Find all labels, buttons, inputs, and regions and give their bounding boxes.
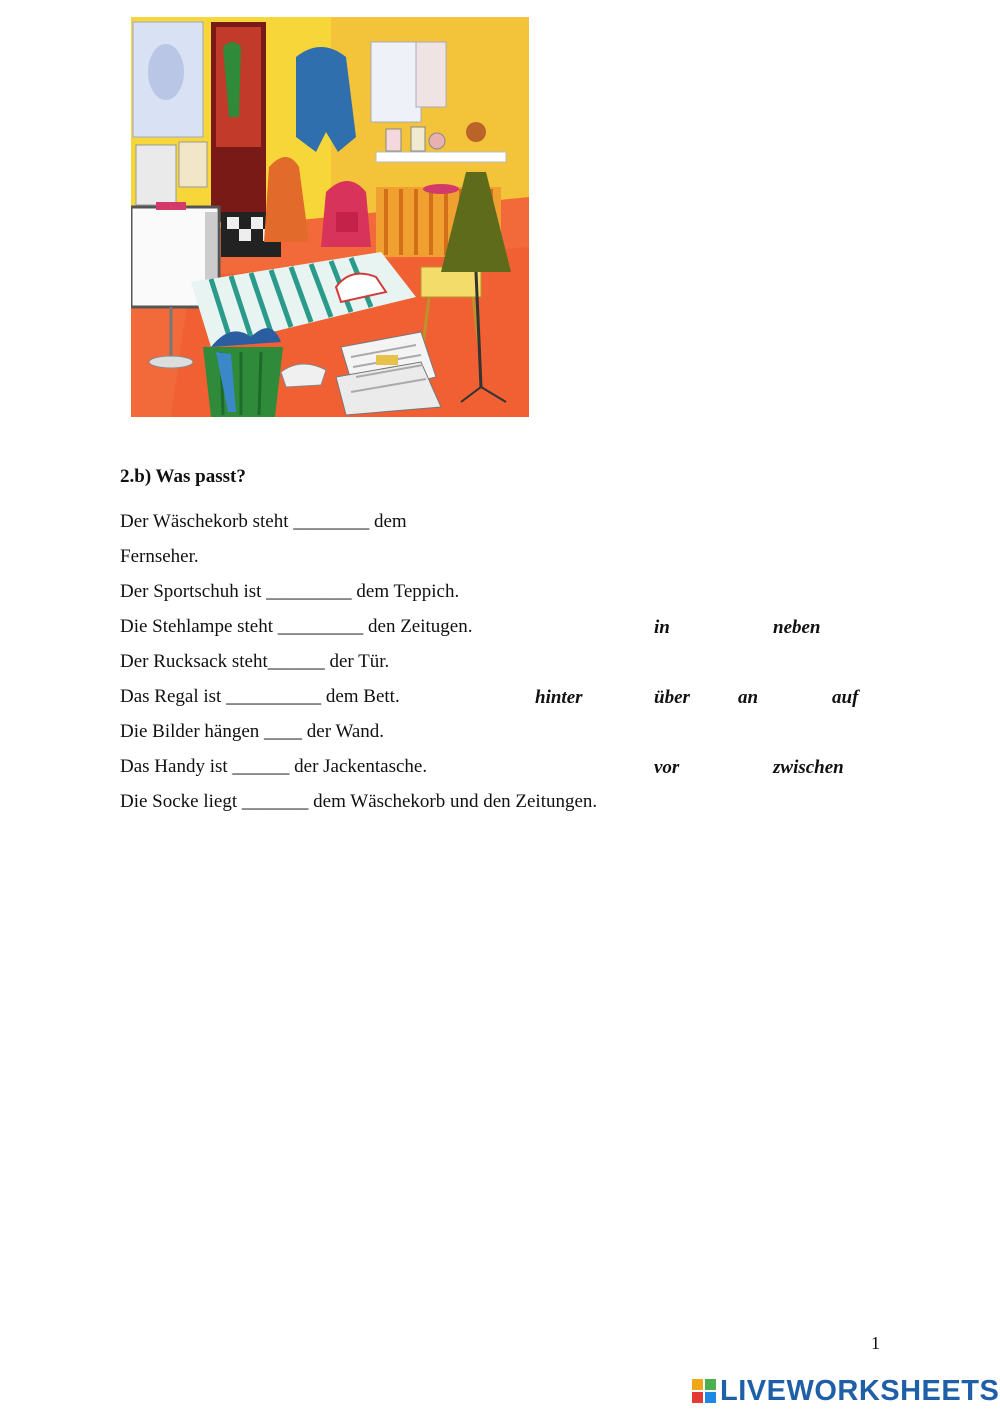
sentence-1: Der Wäschekorb steht ________ dem	[120, 511, 407, 532]
sentence-3: Die Stehlampe steht _________ den Zeitugen.	[120, 616, 473, 637]
sentence-4: Der Rucksack steht______ der Tür.	[120, 651, 390, 672]
word-bank-neben: neben	[773, 617, 821, 638]
sentence-8: Die Socke liegt _______ dem Wäschekorb und den Zeitungen.	[120, 791, 598, 812]
word-bank-ueber: über	[654, 687, 690, 708]
liveworksheets-logo[interactable]	[692, 1374, 999, 1408]
word-bank-in: in	[654, 617, 670, 638]
sentence-5: Das Regal ist __________ dem Bett.	[120, 686, 400, 707]
word-bank-hinter: hinter	[535, 687, 583, 708]
sentence-6: Die Bilder hängen ____ der Wand.	[120, 721, 385, 742]
sentence-7: Das Handy ist ______ der Jackentasche.	[120, 756, 428, 777]
word-bank-an: an	[738, 687, 759, 708]
page-number: 1	[871, 1333, 880, 1353]
liveworksheets-logo-text: LIVEWORKSHEETS	[720, 1374, 1000, 1407]
liveworksheets-logo-icon	[692, 1379, 716, 1403]
sentence-1-continued: Fernseher.	[120, 546, 199, 567]
messy-room-illustration	[131, 17, 529, 417]
word-bank-vor: vor	[654, 757, 680, 778]
word-bank-auf: auf	[832, 687, 859, 708]
exercise-heading: 2.b) Was passt?	[120, 466, 246, 487]
sentence-2: Der Sportschuh ist _________ dem Teppich.	[120, 581, 460, 602]
word-bank-zwischen: zwischen	[773, 757, 844, 778]
